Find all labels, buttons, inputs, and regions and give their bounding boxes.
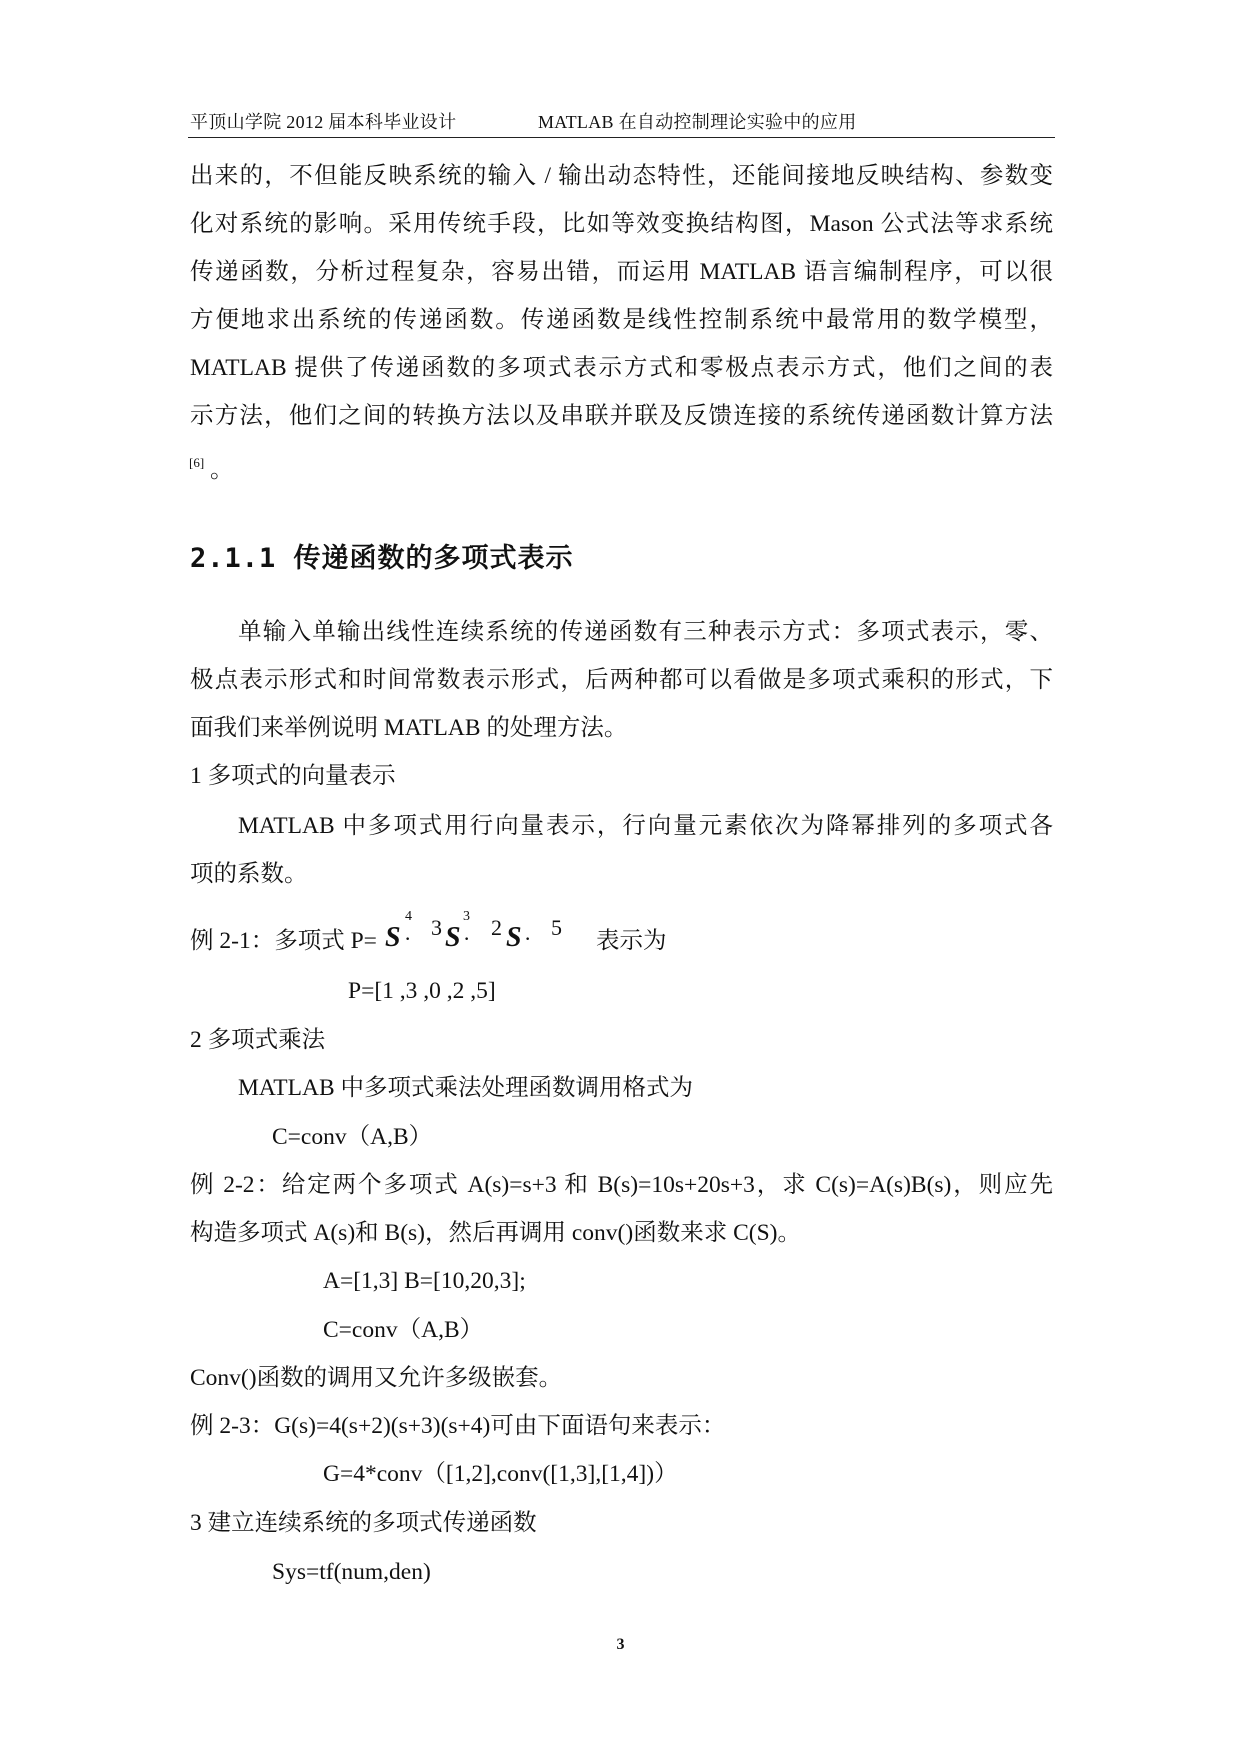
para1-line-3: 面我们来举例说明 MATLAB 的处理方法。	[190, 715, 628, 741]
para1-line-1: 单输入单输出线性连续系统的传递函数有三种表示方式：多项式表示，零、	[238, 619, 1053, 645]
intro-line-5: MATLAB 提供了传递函数的多项式表示方式和零极点表示方式，他们之间的表	[190, 355, 1053, 381]
example2-code-1: A=[1,3] B=[10,20,3];	[323, 1268, 526, 1294]
poly-coef-3: 3	[431, 915, 442, 940]
poly-exponent-4: 4	[405, 909, 412, 924]
page-number: 3	[616, 1636, 625, 1653]
intro-line-2: 化对系统的影响。采用传统手段，比如等效变换结构图，Mason 公式法等求系统	[190, 211, 1053, 237]
item3-title: 3 建立连续系统的多项式传递函数	[190, 1510, 537, 1536]
conv-note: Conv()函数的调用又允许多级嵌套。	[190, 1365, 563, 1391]
poly-dot-3: ·	[524, 926, 532, 951]
poly-s-term-2: S	[445, 922, 461, 953]
poly-const-5: 5	[551, 915, 562, 940]
section-heading: 2.1.1 传递函数的多项式表示	[190, 543, 574, 574]
example1-tail: 表示为	[596, 928, 667, 954]
item1-title: 1 多项式的向量表示	[190, 763, 396, 789]
poly-exponent-3: 3	[463, 909, 470, 924]
intro-line-1: 出来的，不但能反映系统的输入 / 输出动态特性，还能间接地反映结构、参数变	[190, 163, 1053, 189]
intro-line-4: 方便地求出系统的传递函数。传递函数是线性控制系统中最常用的数学模型，	[190, 307, 1053, 333]
poly-dot-1: ·	[404, 926, 412, 951]
item2-code: C=conv（A,B）	[272, 1124, 433, 1150]
poly-dot-2: ·	[463, 926, 471, 951]
poly-s-term-1: S	[385, 922, 401, 953]
example3-code: G=4*conv（[1,2],conv([1,3],[1,4])）	[323, 1461, 678, 1487]
para1-line-2: 极点表示形式和时间常数表示形式，后两种都可以看做是多项式乘积的形式，下	[190, 667, 1053, 693]
item2-text: MATLAB 中多项式乘法处理函数调用格式为	[238, 1075, 693, 1101]
intro-line-6: 示方法，他们之间的转换方法以及串联并联及反馈连接的系统传递函数计算方法	[190, 403, 1053, 429]
item1-text-line-2: 项的系数。	[190, 861, 308, 887]
item2-title: 2 多项式乘法	[190, 1027, 326, 1053]
example1-label: 例 2-1：多项式 P=	[190, 928, 377, 954]
example2-code-2: C=conv（A,B）	[323, 1317, 484, 1343]
poly-s-term-3: S	[506, 922, 522, 953]
example2-line-2: 构造多项式 A(s)和 B(s)，然后再调用 conv()函数来求 C(S)。	[190, 1220, 801, 1246]
header-rule	[188, 137, 1055, 138]
item3-code: Sys=tf(num,den)	[272, 1559, 431, 1585]
header-institution: 平顶山学院 2012 届本科毕业设计	[190, 112, 457, 132]
poly-coef-2: 2	[491, 915, 502, 940]
intro-line-3: 传递函数，分析过程复杂，容易出错，而运用 MATLAB 语言编制程序，可以很	[190, 259, 1053, 285]
example1-code: P=[1 ,3 ,0 ,2 ,5]	[348, 978, 496, 1004]
header-title: MATLAB 在自动控制理论实验中的应用	[538, 112, 857, 132]
item1-text-line-1: MATLAB 中多项式用行向量表示，行向量元素依次为降幂排列的多项式各	[238, 813, 1053, 839]
example3-line: 例 2-3：G(s)=4(s+2)(s+3)(s+4)可由下面语句来表示：	[190, 1413, 726, 1439]
example2-line-1: 例 2-2：给定两个多项式 A(s)=s+3 和 B(s)=10s+20s+3，求 C(s)=A(s)B(s)，则应先	[190, 1172, 1053, 1198]
citation-period: 。	[210, 457, 234, 483]
citation-ref: [6]	[189, 455, 205, 470]
